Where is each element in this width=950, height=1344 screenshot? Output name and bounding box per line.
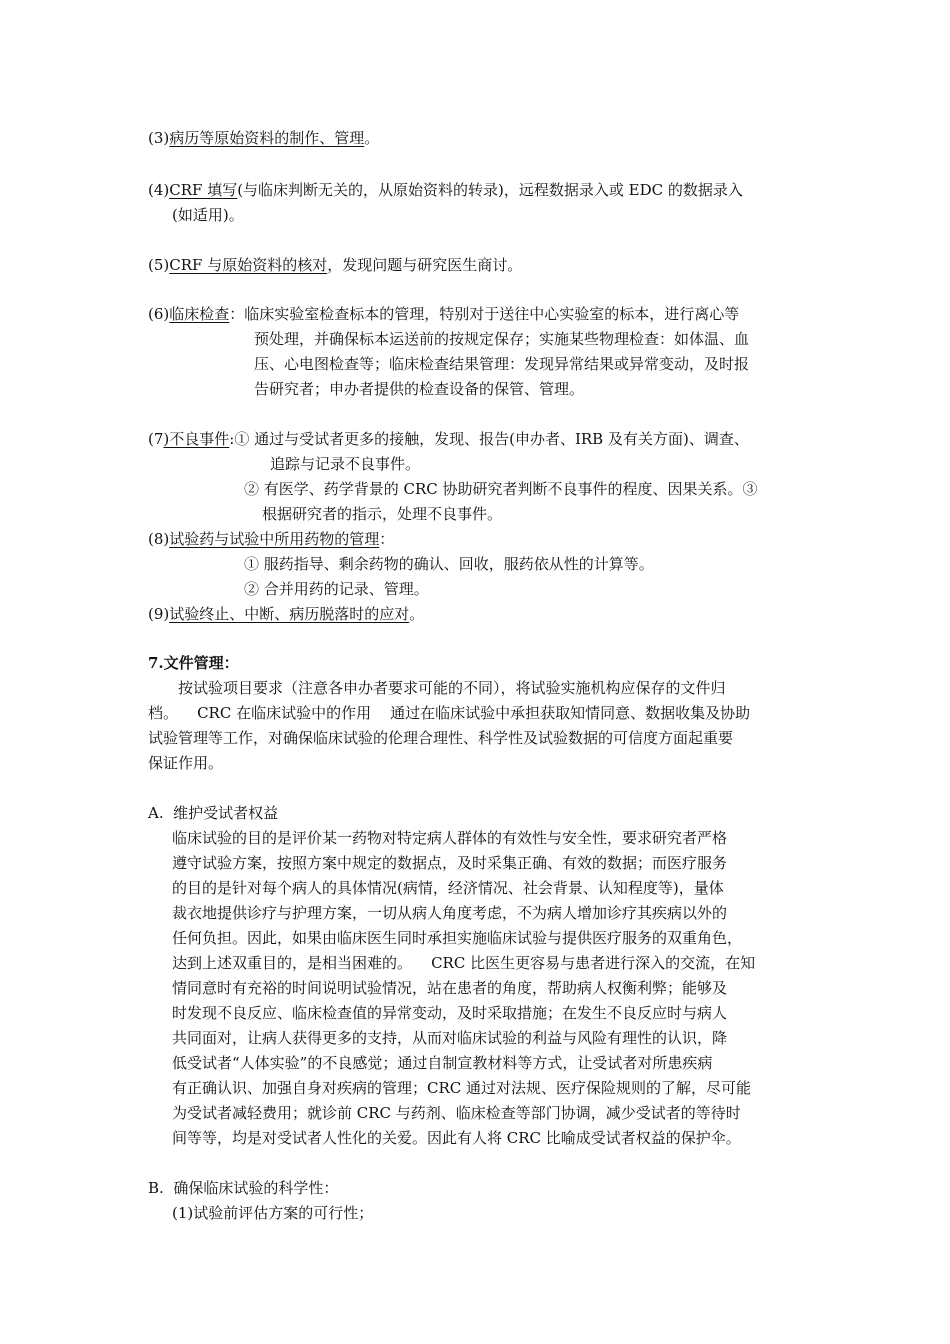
paragraph-line: 情同意时有充裕的时间说明试验情况，站在患者的角度，帮助病人权衡利弊；能够及	[172, 979, 728, 997]
item-8-line: ① 服药指导、剩余药物的确认、回收，服药依从性的计算等。	[244, 555, 654, 573]
item-6-line: 压、心电图检查等；临床检查结果管理：发现异常结果或异常变动，及时报	[254, 355, 750, 373]
item-4	[148, 180, 743, 200]
paragraph-line: 遵守试验方案，按照方案中规定的数据点，及时采集正确、有效的数据；而医疗服务	[172, 854, 728, 872]
item-title: 试验终止、中断、病历脱落时的应对	[169, 605, 410, 623]
paragraph-line: 的目的是针对每个病人的具体情况(病情，经济情况、社会背景、认知程度等)，量体	[172, 879, 724, 897]
section-heading: A. 维护受试者权益	[148, 804, 279, 822]
item-7-line: 追踪与记录不良事件。	[270, 455, 421, 473]
item-title: 临床检查	[169, 305, 230, 323]
paragraph-line: 有正确认识、加强自身对疾病的管理；CRC 通过对法规、医疗保险规则的了解，尽可能	[172, 1079, 752, 1097]
item-5: (5)CRF 与原始资料的核对，发现问题与研究医生商讨。	[148, 256, 523, 274]
paragraph-line: 试验管理等工作，对确保临床试验的伦理合理性、科学性及试验数据的可信度方面起重要	[148, 729, 734, 747]
paragraph-line: 低受试者“人体实验”的不良感觉；通过自制宣教材料等方式，让受试者对所患疾病	[172, 1054, 713, 1072]
item-6-line: 告研究者；申办者提供的检查设备的保管、管理。	[254, 380, 585, 398]
item-8: (8)试验药与试验中所用药物的管理：	[148, 530, 395, 548]
item-number: (7	[148, 430, 164, 448]
paragraph-line: 为受试者减轻费用；就诊前 CRC 与药剂、临床检查等部门协调，减少受试者的等待时	[172, 1104, 741, 1122]
item-7: (7)不良事件:① 通过与受试者更多的接触，发现、报告(申办者、IRB 及有关方面)、调查、	[148, 430, 749, 448]
item-6: (6)临床检查：临床实验室检查标本的管理，特别对于送往中心实验室的标本，进行离心等	[148, 305, 740, 323]
item-text: (与临床判断无关的，从原始资料的转录)，远程数据录入或 EDC 的数据录入	[237, 181, 743, 199]
item-title: CRF 填写	[169, 181, 238, 199]
paragraph-line: 临床试验的目的是评价某一药物对特定病人群体的有效性与安全性，要求研究者严格	[172, 829, 728, 847]
item-number: (6)	[148, 305, 170, 323]
item-8-line: ② 合并用药的记录、管理。	[244, 580, 429, 598]
paragraph-line: 按试验项目要求（注意各申办者要求可能的不同），将试验实施机构应保存的文件归	[178, 679, 726, 697]
paragraph-line: 达到上述双重目的，是相当困难的。 CRC 比医生更容易与患者进行深入的交流，在知	[172, 954, 756, 972]
paragraph-line: 共同面对，让病人获得更多的支持，从而对临床试验的利益与风险有理性的认识，降	[172, 1029, 728, 1047]
item-title: 病历等原始资料的制作、管理	[169, 129, 365, 147]
item-title: 试验药与试验中所用药物的管理	[169, 530, 380, 548]
item-text: 临床实验室检查标本的管理，特别对于送往中心实验室的标本，进行离心等	[244, 305, 740, 323]
paragraph-line: 任何负担。因此，如果由临床医生同时承担实施临床试验与提供医疗服务的双重角色，	[172, 929, 743, 947]
item-number: (8)	[148, 530, 170, 548]
item-6-line: 预处理，并确保标本运送前的按规定保存；实施某些物理检查：如体温、血	[254, 330, 750, 348]
item-title: CRF 与原始资料的核对	[169, 256, 328, 274]
paragraph-line: 裁衣地提供诊疗与护理方案，一切从病人角度考虑，不为病人增加诊疗其疾病以外的	[172, 904, 728, 922]
item-7-line: 根据研究者的指示，处理不良事件。	[262, 505, 503, 523]
paragraph-line: (1)试验前评估方案的可行性；	[172, 1204, 374, 1222]
section-heading: 7.文件管理：	[148, 654, 239, 672]
item-text: ① 通过与受试者更多的接触，发现、报告(申办者、IRB 及有关方面)、调查、	[234, 430, 749, 448]
item-number: (3)	[148, 129, 170, 147]
item-number: (9)	[148, 605, 170, 623]
item-3: (3)病历等原始资料的制作、管理。	[148, 129, 380, 147]
paragraph-line: 档。 CRC 在临床试验中的作用 通过在临床试验中承担获取知情同意、数据收集及协助	[148, 704, 751, 722]
item-4-cont: (如适用)。	[172, 206, 244, 224]
item-number: (4)	[148, 181, 170, 199]
paragraph-line: 间等等，均是对受试者人性化的关爱。因此有人将 CRC 比喻成受试者权益的保护伞。	[172, 1129, 741, 1147]
section-heading: B. 确保临床试验的科学性：	[148, 1179, 339, 1197]
item-7-line: ② 有医学、药学背景的 CRC 协助研究者判断不良事件的程度、因果关系。③	[244, 480, 758, 498]
item-9: (9)试验终止、中断、病历脱落时的应对。	[148, 605, 425, 623]
item-title: )不良事件	[163, 430, 230, 448]
paragraph-line: 时发现不良反应、临床检查值的异常变动，及时采取措施；在发生不良反应时与病人	[172, 1004, 728, 1022]
item-number: (5)	[148, 256, 170, 274]
paragraph-line: 保证作用。	[148, 754, 224, 772]
